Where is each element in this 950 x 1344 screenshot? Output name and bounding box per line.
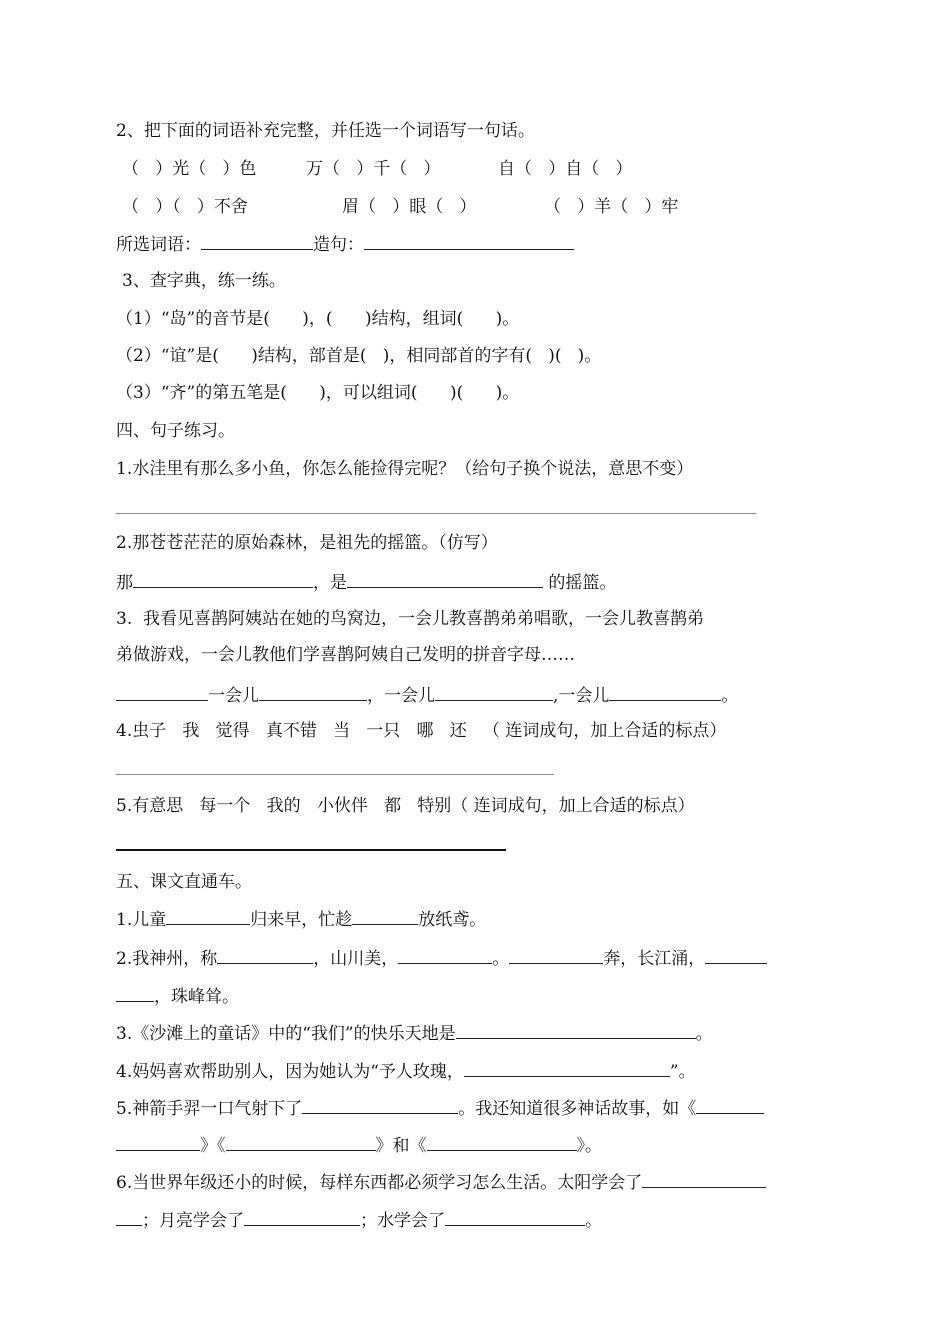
imitation-suffix: 的摇篮。 (543, 573, 617, 593)
answer-line-4[interactable] (116, 774, 554, 775)
idiom-1: （ ）光（ ）色 (122, 159, 257, 179)
dict-question-2: （2）“谊”是( )结构，部首是( )，相同部首的字有( )( )。 (116, 346, 602, 366)
sentence-label: 造句： (313, 235, 364, 255)
text-question-5-cont (116, 1133, 602, 1157)
section-3-title: 3、查字典，练一练。 (122, 271, 286, 291)
q2-blank-4[interactable] (705, 946, 767, 964)
q4-blank[interactable] (464, 1059, 670, 1077)
text-question-5 (116, 1096, 764, 1120)
q4-text-b: ”。 (669, 1062, 696, 1082)
text-question-4 (116, 1059, 696, 1083)
imitation-middle: ，是 (313, 573, 347, 593)
sentence-question-3-line-2: 弟做游戏，一会儿教他们学喜鹊阿姨自己发明的拼音字母…… (116, 645, 575, 665)
q5-blank-4[interactable] (427, 1133, 577, 1151)
yihuier-blank-2[interactable] (259, 683, 367, 701)
yihuier-blank-3[interactable] (435, 683, 553, 701)
q3-text-a: 3.《沙滩上的童话》中的“我们”的快乐天地是 (116, 1024, 456, 1044)
text-question-6 (116, 1170, 766, 1194)
imitation-line (116, 570, 616, 594)
imitation-blank-2[interactable] (347, 570, 543, 588)
q5-text-b: 。我还知道很多神话故事，如《 (458, 1099, 697, 1119)
q5-blank-1[interactable] (302, 1096, 458, 1114)
q3-blank[interactable] (456, 1021, 696, 1039)
q1-text-b: 归来早，忙趁 (250, 910, 353, 930)
q5-blank-2[interactable] (696, 1096, 764, 1114)
idiom-2: 万（ ）千（ ） (306, 159, 441, 179)
q5-blank-2-cont[interactable] (116, 1133, 200, 1151)
dict-question-1: （1）“岛”的音节是( )，( )结构，组词( )。 (116, 309, 520, 329)
q3-text-b: 。 (695, 1024, 713, 1044)
q6-blank-2[interactable] (244, 1208, 360, 1226)
yihuier-line (116, 683, 738, 707)
sentence-question-4: 4.虫子 我 觉得 真不错 当 一只 哪 还 （ 连词成句，加上合适的标点） (116, 721, 727, 741)
yihuier-text-2: ，一会儿 (367, 686, 435, 706)
text-question-6-cont (116, 1208, 602, 1232)
select-sentence-line (116, 232, 574, 256)
section-5-title: 五、课文直通车。 (116, 872, 252, 892)
q1-blank-2[interactable] (352, 907, 418, 925)
sentence-blank[interactable] (364, 232, 574, 250)
q5-blank-3[interactable] (226, 1133, 376, 1151)
idiom-5: 眉（ ）眼（ ） (342, 197, 477, 217)
dict-question-3: （3）“齐”的第五笔是( )，可以组词( )( )。 (116, 383, 520, 403)
imitation-prefix: 那 (116, 573, 133, 593)
idiom-4: （ ）（ ）不舍 (122, 197, 248, 217)
idiom-3: 自（ ）自（ ） (498, 159, 633, 179)
q6-text-b: ；月亮学会了 (142, 1211, 244, 1231)
q2-blank-3[interactable] (509, 946, 603, 964)
q2-text-b: ，山川美， (313, 949, 399, 969)
q2-text-a: 2.我神州，称 (116, 949, 218, 969)
section-4-title: 四、句子练习。 (116, 421, 235, 441)
sentence-question-2: 2.那苍苍茫茫的原始森林，是祖先的摇篮。（仿写） (116, 533, 498, 553)
idiom-6: （ ）羊（ ）牢 (544, 197, 679, 217)
q1-text-a: 1.儿童 (116, 910, 167, 930)
q2-blank-2[interactable] (398, 946, 492, 964)
text-question-2-cont (116, 984, 239, 1008)
q6-blank-1-cont[interactable] (116, 1208, 142, 1226)
q6-text-c: ；水学会了 (360, 1211, 445, 1231)
q5-text-a: 5.神箭手羿一口气射下了 (116, 1099, 303, 1119)
text-question-3 (116, 1021, 713, 1045)
q2-text-d: 奔，长江涌， (603, 949, 706, 969)
sentence-question-3-line-1: 3. 我看见喜鹊阿姨站在她的鸟窝边，一会儿教喜鹊弟弟唱歌，一会儿教喜鹊弟 (116, 609, 705, 629)
answer-line-1[interactable] (116, 513, 756, 514)
q1-blank-1[interactable] (166, 907, 250, 925)
section-2-title: 2、把下面的词语补充完整，并任选一个词语写一句话。 (116, 121, 535, 141)
sentence-question-5: 5.有意思 每一个 我的 小伙伴 都 特别（ 连词成句，加上合适的标点） (116, 796, 695, 816)
text-question-1 (116, 907, 486, 931)
q2-blank-1[interactable] (217, 946, 313, 964)
q2-text-c: 。 (492, 949, 510, 969)
q6-text-a: 6.当世界年级还小的时候，每样东西都必须学习怎么生活。太阳学会了 (116, 1173, 643, 1193)
q5-text-e: 》。 (576, 1136, 602, 1156)
text-question-2 (116, 946, 767, 970)
q6-text-d: 。 (585, 1211, 602, 1231)
yihuier-blank-4[interactable] (609, 683, 721, 701)
yihuier-blank-1[interactable] (116, 683, 208, 701)
q1-text-c: 放纸鸢。 (418, 910, 487, 930)
q2-blank-4-cont[interactable] (116, 984, 154, 1002)
yihuier-text-1: 一会儿 (208, 686, 259, 706)
q4-text-a: 4.妈妈喜欢帮助别人，因为她认为“予人玫瑰， (116, 1062, 464, 1082)
q2-text-e: ，珠峰耸。 (154, 987, 239, 1007)
yihuier-end: 。 (721, 686, 739, 706)
q5-text-c: 》《 (200, 1136, 226, 1156)
q6-blank-3[interactable] (445, 1208, 585, 1226)
q6-blank-1[interactable] (642, 1170, 766, 1188)
sentence-question-1: 1.水洼里有那么多小鱼，你怎么能捡得完呢？（给句子换个说法，意思不变） (116, 459, 694, 479)
answer-line-5[interactable] (116, 849, 506, 851)
imitation-blank-1[interactable] (133, 570, 313, 588)
yihuier-text-3: ,一会儿 (553, 686, 610, 706)
q5-text-d: 》和《 (375, 1136, 427, 1156)
select-label: 所选词语： (116, 235, 201, 255)
select-blank[interactable] (201, 232, 313, 250)
